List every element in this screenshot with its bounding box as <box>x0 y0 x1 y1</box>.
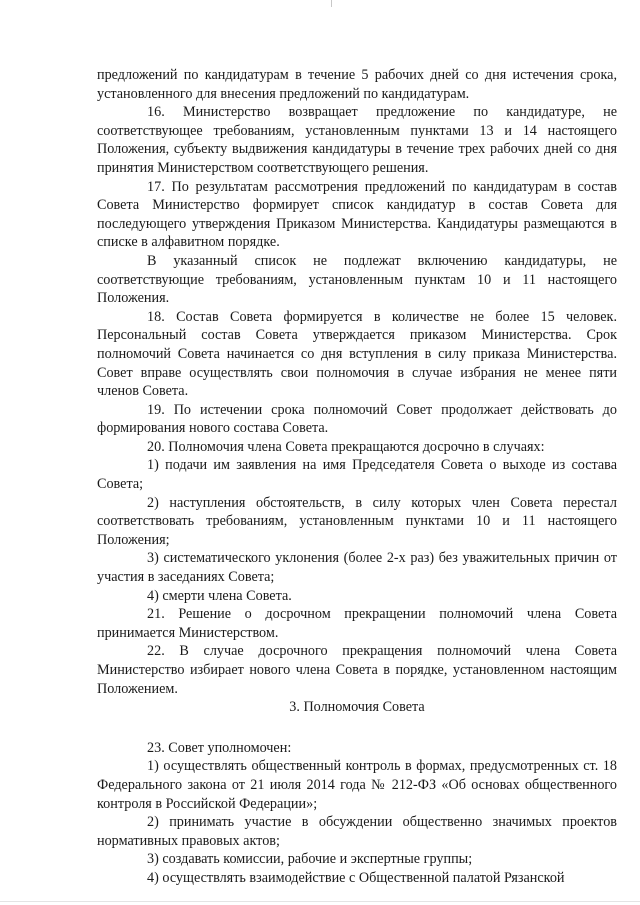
paragraph-22: 22. В случае досрочного прекращения полномочий члена Совета Министерство избирает нового члена Совета в порядке, установленном настоящим Положением. <box>97 643 617 697</box>
paragraph-20-item-3: 3) систематического уклонения (более 2-х раз) без уважительных причин от участия в заседаниях Совета; <box>97 550 617 586</box>
scan-mark <box>331 0 332 7</box>
paragraph-23-item-4: 4) осуществлять взаимодействие с Общественной палатой Рязанской <box>147 869 565 886</box>
section-heading: 3. Полномочия Совета <box>289 699 425 716</box>
paragraph-17: 17. По результатам рассмотрения предложений по кандидатурам в состав Совета Министерство формирует список кандидатур в состав Совета для последующего утверждения Приказом Министерства. Кандидатуры размещаются в списке в алфавитном порядке. <box>97 178 617 251</box>
paragraph-23: 23. Совет уполномочен: <box>147 739 292 756</box>
paragraph-23-item-3: 3) создавать комиссии, рабочие и экспертные группы; <box>147 851 473 868</box>
paragraph-17-list-exclusion: В указанный список не подлежат включению кандидатуры, не соответствующие требованиям, установленным пунктам 10 и 11 настоящего Положения. <box>97 252 617 307</box>
document-body <box>97 66 617 888</box>
paragraph-16: 16. Министерство возвращает предложение по кандидатуре, не соответствующее требованиям, установленным пунктами 13 и 14 настоящего Положения, субъекту выдвижения кандидатуры в течение трех рабочих дней со дня принятия Министерством соответствующего решения. <box>97 104 617 176</box>
paragraph-23-item-1: 1) осуществлять общественный контроль в формах, предусмотренных ст. 18 Федерального закона от 21 июля 2014 года № 212-ФЗ «Об основах общественного контроля в Российской Федерации»; <box>97 758 617 812</box>
paragraph-20: 20. Полномочия члена Совета прекращаются досрочно в случаях: <box>147 438 545 455</box>
paragraph-20-item-4: 4) смерти члена Совета. <box>147 587 292 604</box>
paragraph-21: 21. Решение о досрочном прекращении полномочий члена Совета принимается Министерством. <box>97 606 617 641</box>
paragraph-continuation: предложений по кандидатурам в течение 5 рабочих дней со дня истечения срока, установленного для внесения предложений по кандидатурам. <box>97 67 617 102</box>
page-bottom-edge <box>0 901 640 902</box>
paragraph-20-item-2: 2) наступления обстоятельств, в силу которых член Совета перестал соответствовать требованиям, установленным пунктами 10 и 11 настоящего Положения; <box>97 494 617 548</box>
paragraph-20-item-1: 1) подачи им заявления на имя Председателя Совета о выходе из состава Совета; <box>97 457 617 493</box>
paragraph-23-item-2: 2) принимать участие в обсуждении общественно значимых проектов нормативных правовых актов; <box>97 814 617 849</box>
paragraph-19: 19. По истечении срока полномочий Совет продолжает действовать до формирования нового состава Совета. <box>97 401 617 437</box>
paragraph-18: 18. Состав Совета формируется в количестве не более 15 человек. Персональный состав Совета утверждается приказом Министерства. Срок полномочий Совета начинается со дня вступления в силу приказа Министерства. Совет вправе осуществлять свои полномочия в случае избрания не менее пяти членов Совета. <box>97 308 617 400</box>
